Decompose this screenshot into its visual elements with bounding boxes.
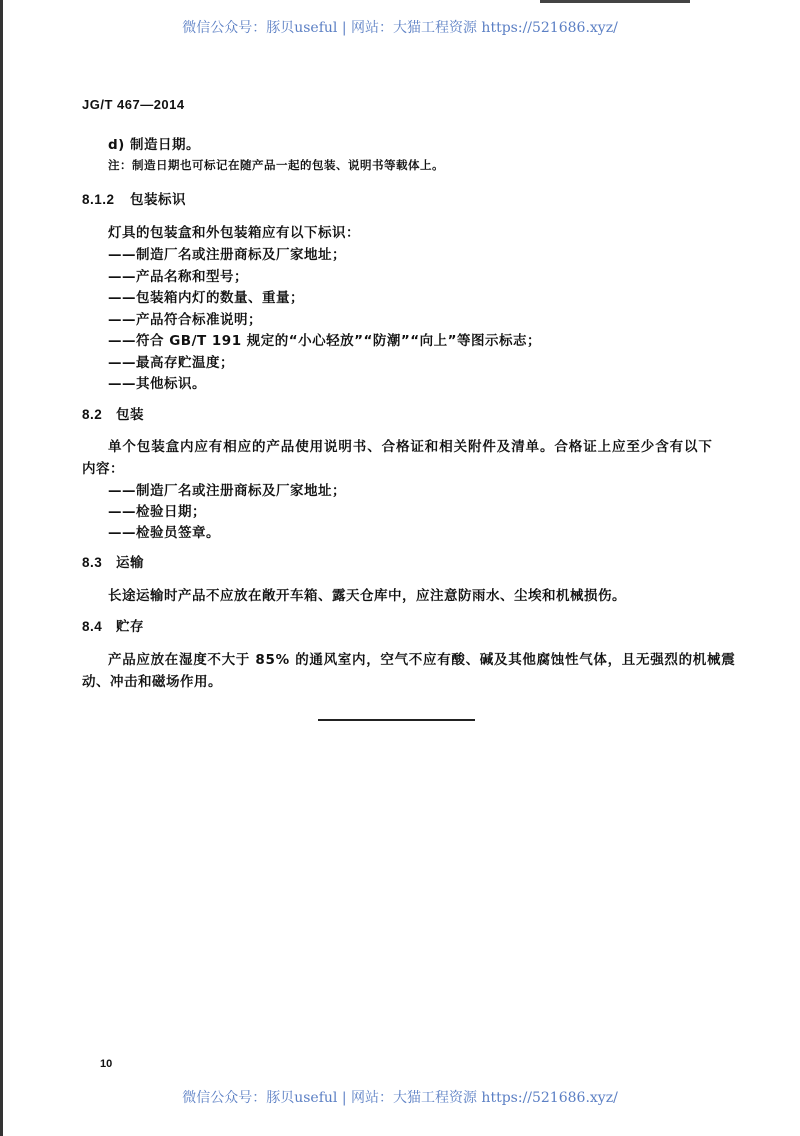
section-number: 8.4 [82, 619, 103, 634]
paragraph-continuation: 内容： [82, 461, 124, 477]
paragraph: 长途运输时产品不应放在敞开车箱、露天仓库中，应注意防雨水、尘埃和机械损伤。 [108, 588, 626, 604]
watermark-bottom: 微信公众号：豚贝useful | 网站：大猫工程资源 https://521686.xyz/ [182, 1090, 618, 1106]
list-item: ——制造厂名或注册商标及厂家地址； [108, 483, 346, 499]
section-number: 8.3 [82, 555, 103, 570]
scan-artifact [540, 0, 690, 3]
list-item: ——产品名称和型号； [108, 269, 248, 285]
list-item: ——其他标识。 [108, 376, 206, 392]
section-8-2-heading [82, 403, 144, 423]
list-item: ——制造厂名或注册商标及厂家地址； [108, 247, 346, 263]
page-number: 10 [100, 1058, 113, 1070]
paragraph: 单个包装盒内应有相应的产品使用说明书、合格证和相关附件及清单。合格证上应至少含有以下 [108, 439, 713, 455]
section-number: 8.1.2 [82, 192, 115, 207]
section-title: 运输 [116, 555, 144, 571]
list-item: ——检验日期； [108, 504, 206, 520]
end-rule [318, 719, 475, 721]
note: 注：制造日期也可标记在随产品一起的包装、说明书等载体上。 [108, 158, 444, 172]
section-8-1-2-heading [82, 188, 186, 208]
section-title: 贮存 [116, 619, 144, 635]
section-number: 8.2 [82, 407, 103, 422]
paragraph: 灯具的包装盒和外包装箱应有以下标识： [108, 225, 360, 241]
section-8-3-heading [82, 551, 144, 571]
list-item: ——包装箱内灯的数量、重量； [108, 290, 304, 306]
section-title: 包装 [116, 407, 144, 423]
standard-id: JG/T 467—2014 [82, 97, 185, 112]
list-item: ——符合 GB/T 191 规定的“小心轻放”“防潮”“向上”等图示标志； [108, 333, 542, 349]
section-8-4-heading [82, 615, 144, 635]
paragraph: 产品应放在湿度不大于 85% 的通风室内，空气不应有酸、碱及其他腐蚀性气体，且无强烈的机械震 [108, 652, 736, 668]
list-item: ——最高存贮温度； [108, 355, 234, 371]
section-title: 包装标识 [130, 192, 186, 208]
page-edge [0, 0, 3, 1136]
paragraph-continuation: 动、冲击和磁场作用。 [82, 674, 222, 690]
list-item: ——检验员签章。 [108, 525, 220, 541]
item-d: d) 制造日期。 [108, 137, 201, 153]
list-item: ——产品符合标准说明； [108, 312, 262, 328]
watermark-top: 微信公众号：豚贝useful | 网站：大猫工程资源 https://521686.xyz/ [182, 20, 618, 36]
